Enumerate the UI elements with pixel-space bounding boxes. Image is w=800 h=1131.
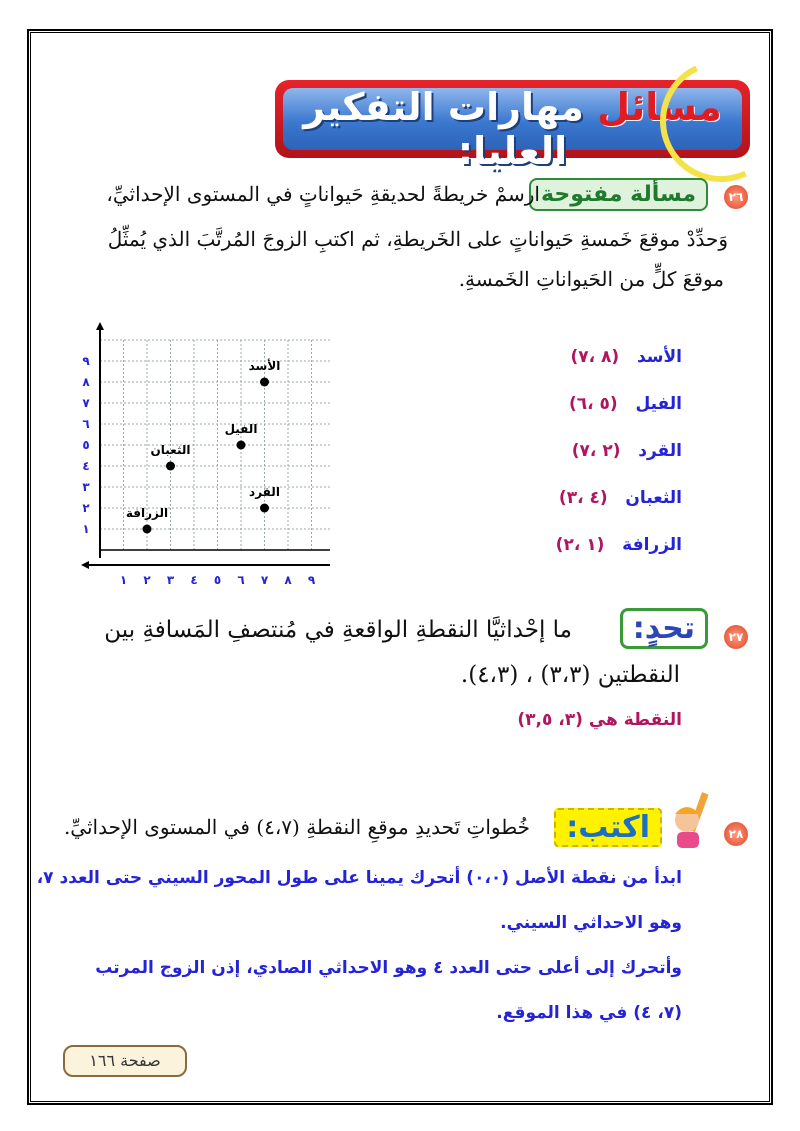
data-point-label: الزرافة (125, 506, 169, 520)
answer-animal-name: الزرافة (622, 535, 682, 555)
answer-pair: (٤ ،٣) (558, 488, 608, 508)
x-tick-label: ٥ (213, 573, 222, 585)
y-tick-label: ٣ (82, 480, 90, 494)
pencil-kid-icon (665, 790, 715, 850)
y-tick-label: ١ (82, 522, 90, 536)
q28-answer-line2: وهو الاحداثي السيني. (500, 913, 682, 933)
x-tick-label: ٨ (284, 573, 292, 585)
data-point (260, 504, 269, 513)
answer-animal-name: القرد (638, 441, 682, 461)
y-tick-label: ٩ (82, 354, 90, 368)
data-point (166, 462, 175, 471)
q27-line1: ما إحْداثيَّا النقطةِ الواقعةِ في مُنتصفِ المَسافةِ بين (104, 617, 572, 643)
q26-line2: وَحدِّدْ موقعَ خَمسةِ حَيواناتٍ على الخَريطةِ، ثم اكتبِ الزوجَ المُرتَّبَ الذي يُمثِّلُ (107, 227, 728, 251)
data-point-label: الأسد (248, 359, 281, 373)
y-tick-label: ٨ (82, 375, 90, 389)
x-tick-label: ١ (119, 573, 128, 585)
answer-row (482, 488, 682, 535)
q28-answer-line4: (٧، ٤) في هذا الموقع. (496, 1003, 682, 1023)
banner-title-red: مسائل (597, 85, 722, 129)
answer-animal-name: الثعبان (625, 488, 682, 508)
x-tick-label: ٦ (237, 573, 245, 585)
q28-answer-line1: ابدأ من نقطة الأصل (٠،٠) أتحرك يمينا على طول المحور السيني حتى العدد ٧، (36, 868, 682, 888)
answer-row (482, 394, 682, 441)
x-tick-label: ٣ (166, 573, 175, 585)
y-axis-arrow-icon (96, 322, 104, 330)
q27-answer: النقطة هي (٣، ٣,٥) (517, 710, 682, 730)
data-point-label: الفيل (224, 422, 258, 436)
data-point-label: القرد (249, 485, 280, 499)
q26-line3: موقعَ كلٍّ من الحَيواناتِ الخَمسةِ. (458, 267, 724, 291)
answers-list (482, 347, 682, 582)
question-number-27: ٢٧ (724, 625, 748, 649)
q28-answer-line3: وأتحرك إلى أعلى حتى العدد ٤ وهو الاحداثي الصادي، إذن الزوج المرتب (95, 958, 682, 978)
y-tick-label: ٤ (82, 459, 90, 473)
data-point (237, 441, 246, 450)
x-tick-label: ٧ (260, 573, 269, 585)
answer-animal-name: الأسد (636, 347, 682, 367)
answer-pair: (٢ ،٧) (571, 441, 621, 461)
answer-pair: (٨ ،٧) (570, 347, 620, 367)
question-number-28: ٢٨ (724, 822, 748, 846)
answer-row (482, 347, 682, 394)
data-point (260, 378, 269, 387)
challenge-badge: تحدٍ: (620, 608, 708, 649)
answer-animal-name: الفيل (635, 394, 682, 414)
y-tick-label: ٧ (82, 396, 90, 410)
open-question-badge: مسألة مفتوحة (529, 178, 708, 211)
data-point-label: الثعبان (150, 443, 191, 457)
page-number-tab: صفحة ١٦٦ (63, 1045, 187, 1077)
answer-pair: (١ ،٢) (555, 535, 605, 555)
answer-row (482, 535, 682, 582)
y-tick-label: ٥ (82, 438, 90, 452)
x-axis-arrow-icon (81, 561, 89, 569)
coordinate-plane-chart (80, 320, 330, 585)
x-tick-label: ٩ (307, 573, 316, 585)
x-tick-label: ٢ (143, 573, 151, 585)
y-tick-label: ٦ (82, 417, 90, 431)
data-point (143, 525, 152, 534)
write-badge: اكتب: (554, 808, 662, 847)
answer-pair: (٥ ،٦) (568, 394, 618, 414)
q26-line1: ارسمْ خريطةً لحديقةِ حَيواناتٍ في المستوى الإحداثيِّ، (106, 182, 540, 206)
x-tick-label: ٤ (190, 573, 198, 585)
question-number-26: ٢٦ (724, 185, 748, 209)
y-tick-label: ٢ (82, 501, 90, 515)
answer-row (482, 441, 682, 488)
q28-line1: خُطواتِ تَحديدِ موقعِ النقطةِ (٤،٧) في المستوى الإحداثيِّ. (63, 815, 530, 839)
banner-title-white: مهارات التفكير العليا: (303, 85, 584, 173)
q27-line2: النقطتين (٣،٣) ، (٤،٣). (460, 662, 680, 688)
